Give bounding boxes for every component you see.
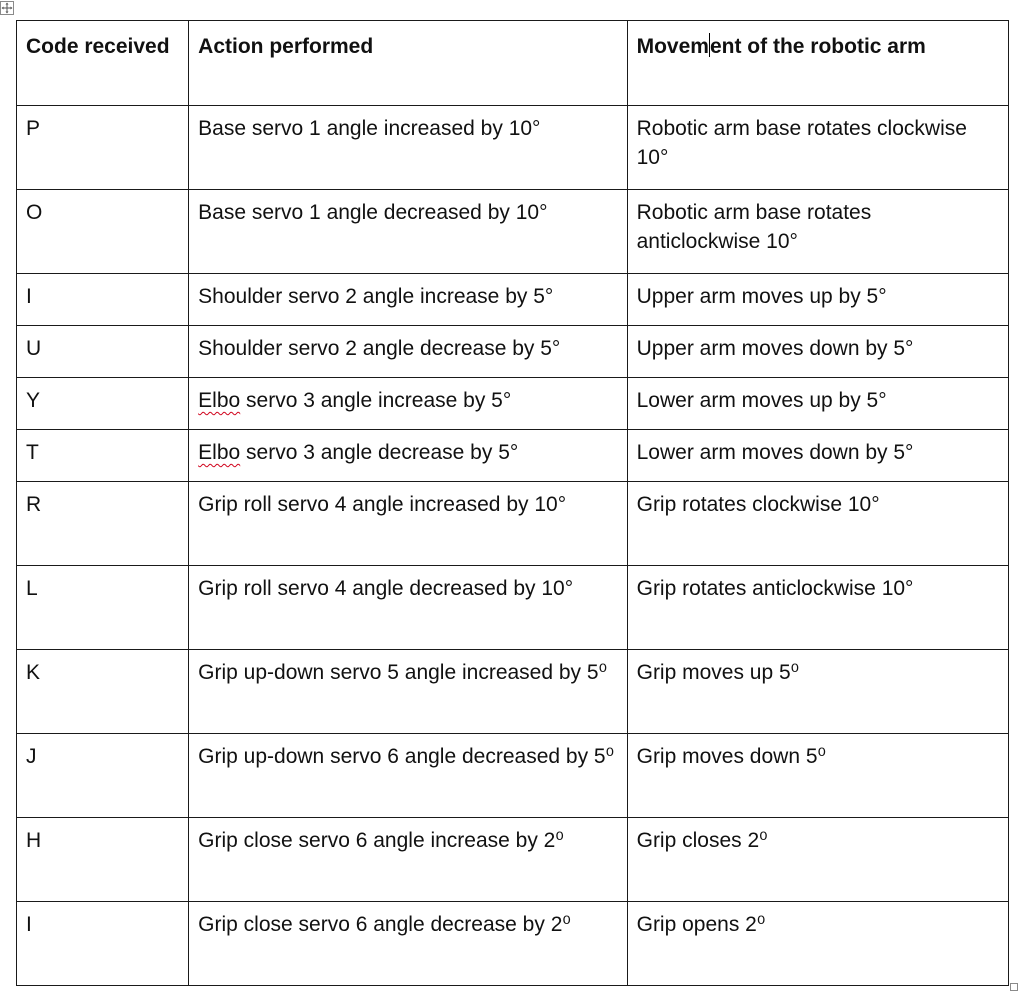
code-cell[interactable]: Y — [17, 378, 189, 430]
table-move-handle-icon[interactable] — [0, 1, 14, 15]
action-cell[interactable]: Elbo servo 3 angle increase by 5° — [189, 378, 627, 430]
movement-cell[interactable]: Grip closes 2⁰ — [627, 818, 1008, 902]
action-cell[interactable]: Grip close servo 6 angle decrease by 2⁰ — [189, 902, 627, 986]
movement-cell[interactable]: Grip rotates clockwise 10° — [627, 482, 1008, 566]
code-cell[interactable]: I — [17, 274, 189, 326]
movement-cell[interactable]: Robotic arm base rotates anticlockwise 10° — [627, 190, 1008, 274]
action-cell[interactable]: Elbo servo 3 angle decrease by 5° — [189, 430, 627, 482]
action-cell[interactable]: Grip close servo 6 angle increase by 2⁰ — [189, 818, 627, 902]
table-row — [17, 734, 1009, 818]
movement-cell[interactable]: Upper arm moves down by 5° — [627, 326, 1008, 378]
code-cell[interactable]: L — [17, 566, 189, 650]
misspelled-word[interactable]: Elbo — [198, 389, 241, 412]
table-row — [17, 378, 1009, 430]
movement-cell[interactable]: Lower arm moves up by 5° — [627, 378, 1008, 430]
table-row — [17, 650, 1009, 734]
code-cell[interactable]: I — [17, 902, 189, 986]
table-row — [17, 566, 1009, 650]
code-cell[interactable]: U — [17, 326, 189, 378]
action-cell[interactable]: Grip roll servo 4 angle increased by 10° — [189, 482, 627, 566]
action-cell[interactable]: Base servo 1 angle decreased by 10° — [189, 190, 627, 274]
code-cell[interactable]: K — [17, 650, 189, 734]
movement-cell[interactable]: Lower arm moves down by 5° — [627, 430, 1008, 482]
action-cell[interactable]: Shoulder servo 2 angle increase by 5° — [189, 274, 627, 326]
table-row — [17, 106, 1009, 190]
code-cell[interactable]: T — [17, 430, 189, 482]
table-row — [17, 430, 1009, 482]
movement-cell[interactable]: Grip opens 2⁰ — [627, 902, 1008, 986]
table-row — [17, 902, 1009, 986]
movement-cell[interactable]: Grip rotates anticlockwise 10° — [627, 566, 1008, 650]
header-action-performed[interactable]: Action performed — [189, 21, 627, 106]
code-cell[interactable]: J — [17, 734, 189, 818]
table-row — [17, 274, 1009, 326]
table-resize-handle[interactable] — [1010, 983, 1018, 991]
table-row — [17, 326, 1009, 378]
table-row — [17, 482, 1009, 566]
action-cell[interactable]: Shoulder servo 2 angle decrease by 5° — [189, 326, 627, 378]
servo-code-table — [16, 20, 1009, 986]
movement-cell[interactable]: Upper arm moves up by 5° — [627, 274, 1008, 326]
code-cell[interactable]: P — [17, 106, 189, 190]
header-movement[interactable]: Movement of the robotic arm — [627, 21, 1008, 106]
table-header-row — [17, 21, 1009, 106]
action-cell[interactable]: Grip up-down servo 5 angle increased by 5⁰ — [189, 650, 627, 734]
movement-cell[interactable]: Robotic arm base rotates clockwise 10° — [627, 106, 1008, 190]
code-cell[interactable]: O — [17, 190, 189, 274]
header-code-received[interactable]: Code received — [17, 21, 189, 106]
action-cell[interactable]: Grip roll servo 4 angle decreased by 10° — [189, 566, 627, 650]
misspelled-word[interactable]: Elbo — [198, 441, 241, 464]
movement-cell[interactable]: Grip moves up 5⁰ — [627, 650, 1008, 734]
table-row — [17, 818, 1009, 902]
table-row — [17, 190, 1009, 274]
movement-cell[interactable]: Grip moves down 5⁰ — [627, 734, 1008, 818]
code-cell[interactable]: R — [17, 482, 189, 566]
code-cell[interactable]: H — [17, 818, 189, 902]
action-cell[interactable]: Base servo 1 angle increased by 10° — [189, 106, 627, 190]
action-cell[interactable]: Grip up-down servo 6 angle decreased by 5⁰ — [189, 734, 627, 818]
